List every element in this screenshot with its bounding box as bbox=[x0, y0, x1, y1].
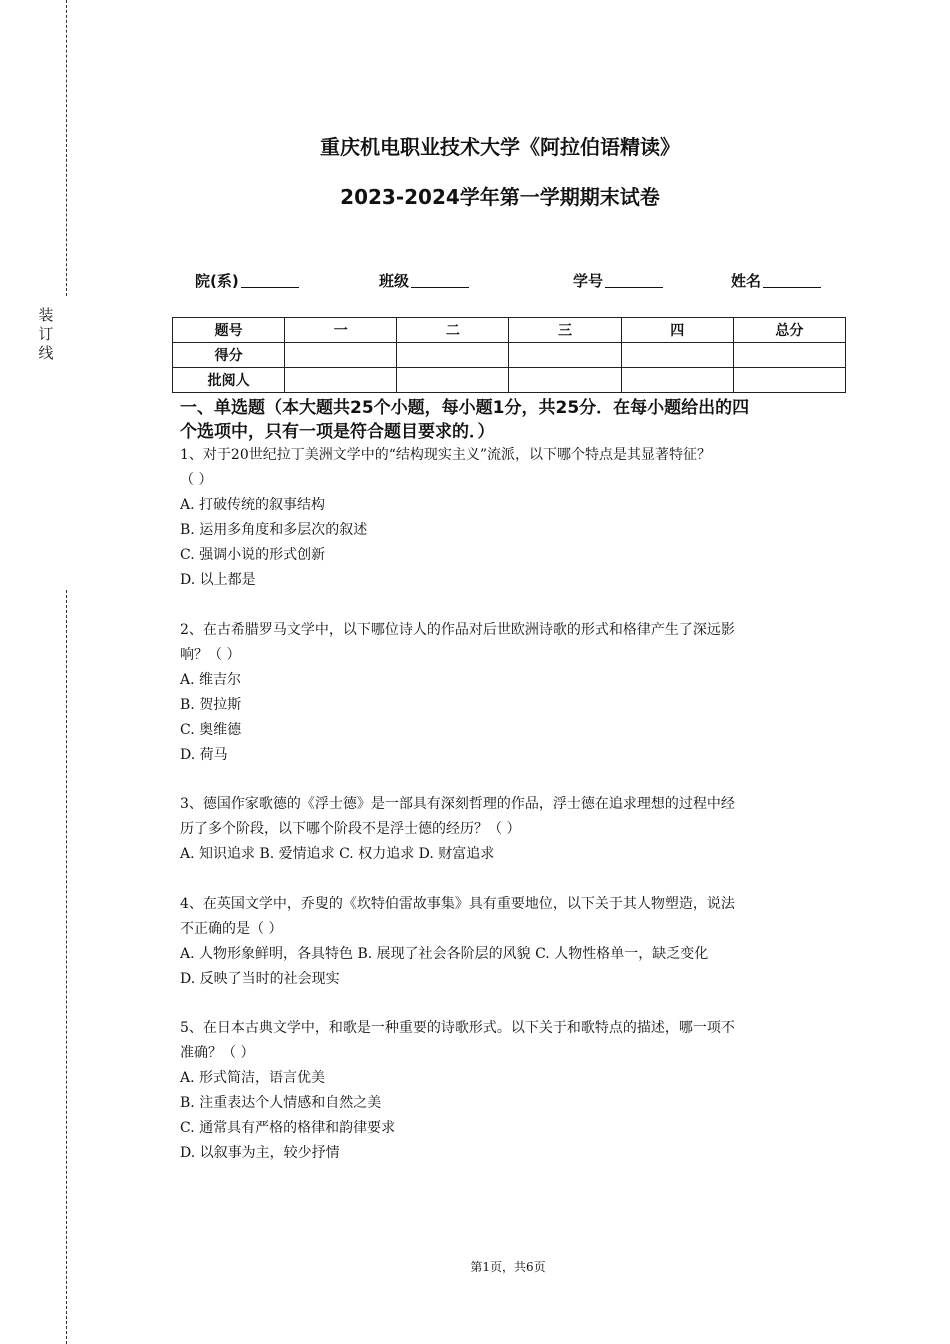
section-heading-line1: 一、单选题（本大题共25个小题，每小题1分，共25分．在每小题给出的四 bbox=[180, 398, 750, 418]
option-a[interactable]: A. 打破传统的叙事结构 bbox=[180, 497, 326, 513]
score-table bbox=[172, 317, 846, 393]
student-id-field bbox=[573, 270, 663, 291]
question-stem: 不正确的是（ ） bbox=[180, 921, 283, 937]
question-stem: 2、在古希腊罗马文学中，以下哪位诗人的作品对后世欧洲诗歌的形式和格律产生了深远影 bbox=[180, 622, 735, 638]
grader-row bbox=[173, 368, 846, 393]
question-stem: 4、在英国文学中，乔叟的《坎特伯雷故事集》具有重要地位，以下关于其人物塑造，说法 bbox=[180, 896, 735, 912]
question-stem: 1、对于20世纪拉丁美洲文学中的“结构现实主义”流派，以下哪个特点是其显著特征？ bbox=[180, 447, 712, 463]
student-id-blank[interactable] bbox=[605, 272, 663, 288]
options-line[interactable]: A. 知识追求 B. 爱情追求 C. 权力追求 D. 财富追求 bbox=[180, 846, 495, 862]
binding-label bbox=[37, 306, 55, 363]
score-cell[interactable] bbox=[285, 343, 397, 368]
question-stem: 准确？（ ） bbox=[180, 1045, 255, 1061]
question-3 bbox=[180, 792, 845, 867]
question-1 bbox=[180, 443, 845, 593]
department-field bbox=[195, 270, 299, 291]
score-row-label: 得分 bbox=[173, 343, 285, 368]
question-stem: 5、在日本古典文学中，和歌是一种重要的诗歌形式。以下关于和歌特点的描述，哪一项不 bbox=[180, 1020, 735, 1036]
option-d[interactable]: D. 反映了当时的社会现实 bbox=[180, 971, 340, 987]
question-stem: 历了多个阶段，以下哪个阶段不是浮士德的经历？（ ） bbox=[180, 821, 521, 837]
grader-cell[interactable] bbox=[397, 368, 509, 393]
class-label: 班级 bbox=[379, 272, 410, 290]
score-row bbox=[173, 343, 846, 368]
score-header-cell: 二 bbox=[397, 318, 509, 343]
option-c[interactable]: C. 奥维德 bbox=[180, 722, 242, 738]
department-label: 院(系) bbox=[195, 272, 239, 290]
student-id-label: 学号 bbox=[573, 272, 604, 290]
option-c[interactable]: C. 强调小说的形式创新 bbox=[180, 547, 326, 563]
grader-cell[interactable] bbox=[733, 368, 845, 393]
class-field bbox=[379, 270, 469, 291]
options-line[interactable]: A. 人物形象鲜明，各具特色 B. 展现了社会各阶层的风貌 C. 人物性格单一，缺乏变化 bbox=[180, 946, 709, 962]
department-blank[interactable] bbox=[241, 272, 299, 288]
score-header-cell: 三 bbox=[509, 318, 621, 343]
option-b[interactable]: B. 注重表达个人情感和自然之美 bbox=[180, 1095, 382, 1111]
score-cell[interactable] bbox=[397, 343, 509, 368]
question-stem: （ ） bbox=[180, 472, 213, 488]
section-heading-line2: 个选项中，只有一项是符合题目要求的．） bbox=[180, 422, 495, 442]
option-d[interactable]: D. 以上都是 bbox=[180, 572, 256, 588]
score-header-cell: 一 bbox=[285, 318, 397, 343]
option-d[interactable]: D. 荷马 bbox=[180, 747, 228, 763]
option-b[interactable]: B. 运用多角度和多层次的叙述 bbox=[180, 522, 368, 538]
grader-row-label: 批阅人 bbox=[173, 368, 285, 393]
section-heading bbox=[180, 396, 840, 444]
option-a[interactable]: A. 维吉尔 bbox=[180, 672, 242, 688]
question-5 bbox=[180, 1016, 845, 1166]
grader-cell[interactable] bbox=[621, 368, 733, 393]
question-stem: 响？（ ） bbox=[180, 647, 241, 663]
score-header-cell: 题号 bbox=[173, 318, 285, 343]
question-2 bbox=[180, 618, 845, 768]
grader-cell[interactable] bbox=[285, 368, 397, 393]
binding-char: 订 bbox=[38, 325, 54, 343]
question-stem: 3、德国作家歌德的《浮士德》是一部具有深刻哲理的作品，浮士德在追求理想的过程中经 bbox=[180, 796, 735, 812]
binding-dashed-line-bottom bbox=[66, 590, 67, 1344]
exam-title-line2: 2023-2024学年第一学期期末试卷 bbox=[340, 185, 660, 209]
name-label: 姓名 bbox=[731, 272, 762, 290]
name-field bbox=[731, 270, 821, 291]
score-header-cell: 四 bbox=[621, 318, 733, 343]
grader-cell[interactable] bbox=[509, 368, 621, 393]
binding-char: 装 bbox=[38, 306, 54, 324]
score-cell[interactable] bbox=[621, 343, 733, 368]
question-4 bbox=[180, 892, 845, 992]
class-blank[interactable] bbox=[411, 272, 469, 288]
score-cell[interactable] bbox=[509, 343, 621, 368]
page-footer: 第1页，共6页 bbox=[470, 1260, 546, 1274]
binding-char: 线 bbox=[38, 344, 54, 362]
option-a[interactable]: A. 形式简洁，语言优美 bbox=[180, 1070, 326, 1086]
option-b[interactable]: B. 贺拉斯 bbox=[180, 697, 242, 713]
score-cell[interactable] bbox=[733, 343, 845, 368]
score-header-cell: 总分 bbox=[733, 318, 845, 343]
option-c[interactable]: C. 通常具有严格的格律和韵律要求 bbox=[180, 1120, 396, 1136]
exam-title-line1: 重庆机电职业技术大学《阿拉伯语精读》 bbox=[320, 135, 680, 159]
score-table-header-row bbox=[173, 318, 846, 343]
name-blank[interactable] bbox=[763, 272, 821, 288]
option-d[interactable]: D. 以叙事为主，较少抒情 bbox=[180, 1145, 340, 1161]
